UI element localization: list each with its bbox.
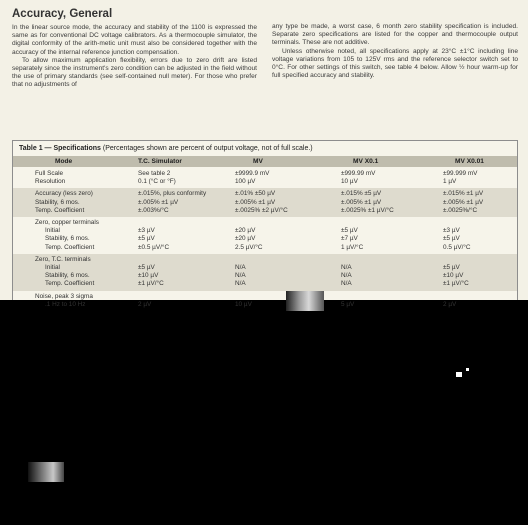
table-row-label: Initial	[45, 227, 60, 235]
table-cell: ±20 µV	[235, 227, 256, 235]
table-cell: ±3 µV	[138, 227, 155, 235]
table-cell: 2 µV	[443, 300, 457, 308]
table-group	[13, 254, 517, 291]
table-cell: 2.5 µV/°C	[235, 243, 263, 251]
table-row-label: Temp. Coefficient	[45, 243, 95, 251]
table-cell: ±5 µV	[138, 235, 155, 243]
table-cell: N/A	[235, 280, 246, 288]
table-cell: ±10 µV	[138, 272, 159, 280]
table-row-label: Stability, 6 mos.	[45, 272, 90, 280]
table-cell: N/A	[235, 263, 246, 271]
table-row-label: .1 Hz to 10 Hz	[45, 300, 86, 308]
table-cell: ±999.99 mV	[341, 170, 376, 177]
table-title: Table 1 — Specifications	[19, 145, 101, 152]
scan-speck	[456, 372, 462, 377]
table-cell: ±.0025% ±2 µV/°C	[235, 206, 288, 214]
table-caption	[19, 145, 313, 152]
table-group	[13, 291, 517, 311]
table-cell: N/A	[341, 272, 352, 280]
table-row-label: Resolution	[35, 178, 66, 186]
table-row-label: Full Scale	[35, 170, 64, 177]
table-cell: ±99.999 mV	[443, 170, 478, 177]
column-header-mv-x01: MV X0.1	[353, 158, 379, 165]
table-cell: ±.0025%/°C	[443, 206, 478, 214]
scan-artifact	[286, 291, 324, 311]
table-group	[13, 188, 517, 217]
table-cell: ±.01% ±50 µV	[235, 190, 276, 198]
table-group	[13, 217, 517, 254]
table-cell: ±5 µV	[443, 235, 460, 243]
table-group-title: Noise, peak 3 sigma	[35, 292, 93, 300]
table-group	[13, 168, 517, 188]
table-cell: ±.015% ±1 µV	[443, 190, 484, 198]
table-cell: 100 µV	[235, 178, 256, 186]
left-paragraph: In the linear source mode, the accuracy and stability of the 1100 is expressed the same as for conventional DC voltage calibrators. As a thermocouple simulator, the digital conformity of the arith-metic unit must also be considered together with the accuracy of the internal reference junction compensation.	[12, 24, 257, 56]
table-cell: 1 µV	[443, 178, 457, 186]
table-cell: ±.0025% ±1 µV/°C	[341, 206, 394, 214]
table-cell: 10 µV	[341, 178, 358, 186]
table-cell: ±0.5 µV/°C	[138, 243, 170, 251]
table-cell: ±20 µV	[235, 235, 256, 243]
table-cell: ±.005% ±1 µV	[341, 198, 382, 206]
right-column	[272, 23, 518, 80]
table-cell: ±1 µV/°C	[138, 280, 164, 288]
right-paragraph: Unless otherwise noted, all specifications apply at 23°C ±1°C including line voltage variations from 105 to 125V rms and the reference selector switch set to 0°C. For other settings of this switch, see table 4 below. Allow ½ hour warm-up for full specified accuracy and stability.	[272, 47, 518, 80]
table-cell: ±3 µV	[443, 227, 460, 235]
left-paragraph: To allow maximum application flexibility, errors due to zero drift are listed separately since the instrument's zero condition can be adjusted in the field without the use of primary standards (see self-contained null meter). For those who prefer that no adjustments of	[12, 56, 257, 89]
table-cell: 0.5 µV/°C	[443, 243, 471, 251]
table-group-title: Zero, T.C. terminals	[35, 255, 91, 263]
table-cell: N/A	[235, 272, 246, 280]
table-cell: ±1 µV/°C	[443, 280, 469, 288]
right-paragraph: any type be made, a worst case, 6 month zero stability specification is included. Separate zero specifications are listed for the copper and thermocouple output terminals. These are not additive.	[272, 23, 518, 47]
table-header	[13, 156, 517, 167]
table-cell: 1 µV/°C	[341, 243, 364, 251]
table-cell: ±.003%/°C	[138, 206, 169, 214]
table-row-label: Temp. Coefficient	[35, 206, 85, 214]
column-header-mode: Mode	[55, 158, 73, 165]
table-cell: ±.005% ±1 µV	[443, 198, 484, 206]
table-cell: ±.005% ±1 µV	[235, 198, 276, 206]
table-row-label: Initial	[45, 263, 60, 271]
table-cell: ±.005% ±1 µV	[138, 198, 179, 206]
table-cell: N/A	[341, 263, 352, 271]
table-cell: See table 2	[138, 170, 171, 177]
table-group-title: Zero, copper terminals	[35, 219, 99, 226]
table-cell: ±10 µV	[443, 272, 464, 280]
specifications-table	[12, 140, 518, 308]
table-row-label: Accuracy (less zero)	[35, 190, 93, 198]
table-row-label: Stability, 6 mos.	[35, 198, 80, 206]
table-cell: ±.015% ±5 µV	[341, 190, 382, 198]
column-header-mv: MV	[253, 158, 263, 165]
scan-speck	[466, 368, 469, 371]
table-row-label: Temp. Coefficient	[45, 280, 95, 288]
left-column	[12, 24, 257, 90]
table-cell: 2 µV	[138, 300, 152, 308]
section-heading: Accuracy, General	[12, 8, 113, 20]
table-cell: N/A	[341, 280, 352, 288]
table-cell: ±5 µV	[443, 263, 460, 271]
table-cell: 0.1 (°C or °F)	[138, 178, 176, 186]
table-cell: ±.015%, plus conformity	[138, 190, 207, 198]
table-cell: ±5 µV	[341, 227, 358, 235]
column-header-mv-x001: MV X0.01	[455, 158, 484, 165]
column-header-tc-simulator: T.C. Simulator	[138, 158, 182, 165]
table-cell: 10 µV	[235, 300, 252, 308]
table-cell: 5 µV	[341, 300, 355, 308]
table-cell: ±5 µV	[138, 263, 155, 271]
table-cell: ±7 µV	[341, 235, 358, 243]
table-cell: ±9999.9 mV	[235, 170, 270, 177]
scan-artifact	[28, 462, 64, 482]
table-row-label: Stability, 6 mos.	[45, 235, 90, 243]
table-note: (Percentages shown are percent of output voltage, not of full scale.)	[102, 145, 313, 152]
